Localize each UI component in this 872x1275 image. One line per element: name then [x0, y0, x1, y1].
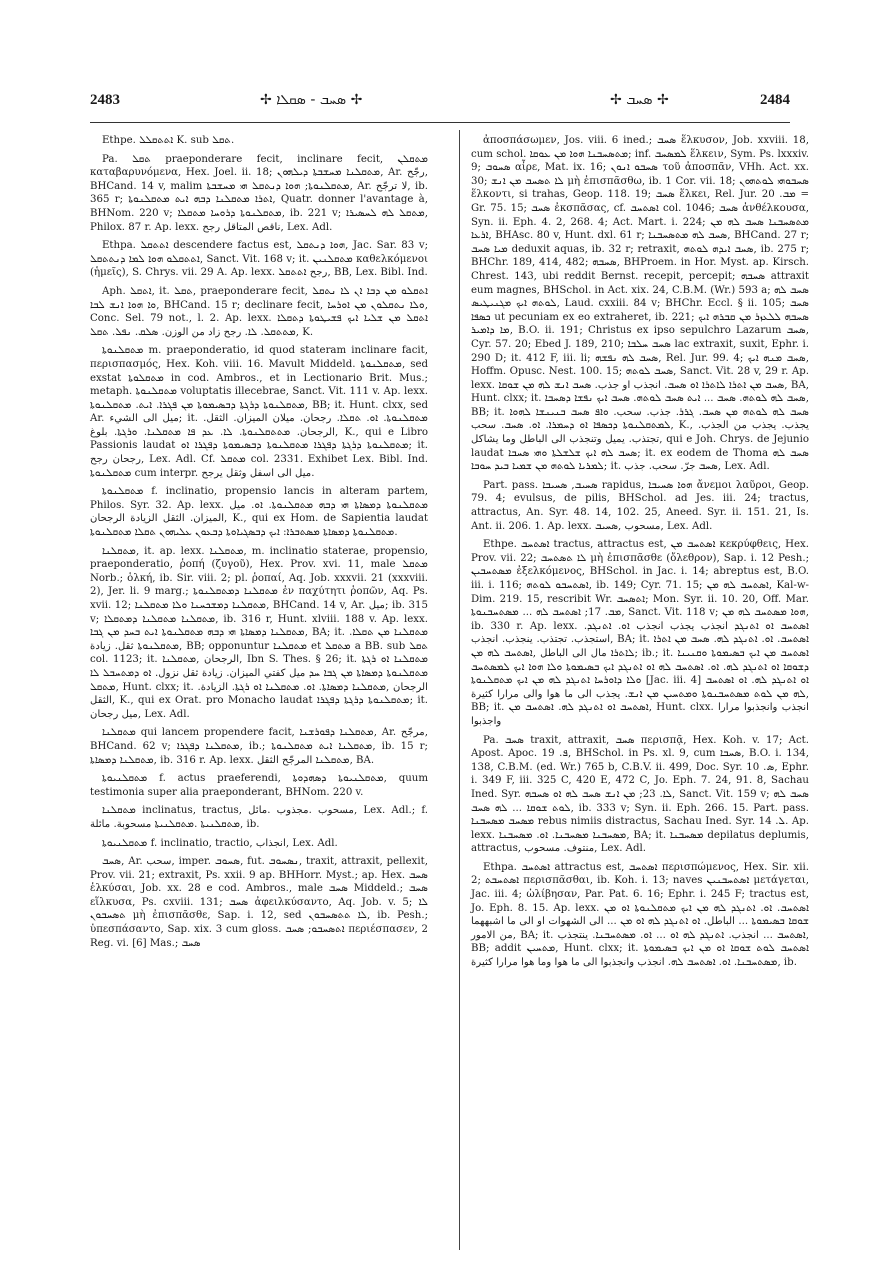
entry-paragraph: ܡܬܩܠܢܐ, it. ap. lexx. ܡܬܩܠܢܐ, m. inclinatio staterae, propensio, praeponderatio, ῥοπή (ζυγοῦ), Hex. Prov. xvi. 11, male ܡܬܩܠ Norb.; ὁλκή, ib. Sir. viii. 2; pl. ῥοπαί, Aq. Job. xxxvii. 21 (xxxviii. 2), Jer. li. 9 marg.; ܡܬܩܠܢܐ ܕܡܬܩܠܢܘܬܐ ἐν παχύτητι ῥοπῶν, Aq. Ps. xvii. 12; ܡܬܩܠܢܐ ܕܡܫܟܚܢܐ ܘܠܐ ܡܬܩܠܢܐ, BHCand. 14 v, Ar. ميل; ib. 315 v; ܡܬܩܠܢܐ ܡܬܩܠܢܐ ܕܡܬܩܠܐ, ib. 316 r, Hunt. xlviii. 188 v. Ap. lexx. ܡܬܩܠܢܐ ܕܡܣܐܬܐ ܗܝ ܕܒܗ ܡܬܩܠܢܘܬܐ ܐܝܬ ܒܚܕ ܡܢ ܓܒܐ, BA; it. ܡܬܩܠܢܐ ܡܢ ܬܩܠܐ. ܡܬܩܠܢܘܬܐ ثقل. زيادة, BB; opponuntur ܡܬܩܠܢܐ et ܡܬܩܠ a BB. sub ܬܩܠ col. 1123; it. الرجحان ,ܡܬܩܠܢܐ, Ibn S. Thes. § 26; it. ܡܬܩܠܢܐ ܐܘ ܪܓܬܐ ܡܬܩܠܢܘܬܐ ܕܡܣܐܬܐ ܡܢ ܓܒܐ ܚܕ ميل كفتي الميزان. زيادة ثقل نزول. ܐܘ ܕܡܬܚܒܠ ܠܐ ܡܬܩܠ, Hunt. clxx; it. الرجحان ,ܡܬܩܠܢܐ ܕܡܣܐܬܐ. ܐܘ. ܡܬܩܠܢܐ ܐܘ ܪܓܬܐ. الزيادة. الثقل, K., qui ex Orat. pro Monacho laudat ܡܬܩܠܢܘܬܐ ܕܪܓܬܐ ܕܦܓܪܐ; it. ميل رجحان, Lex. Adl. — [90, 545, 428, 720]
entry-paragraph: Pa. ܣܚܒ traxit, attraxit, ܣܚܒ περισπᾷ, Hex. Koh. v. 17; Act. Apost. Apoc. ܦ. 19, BHSchol. in Ps. xl. 9, cum ܣܚܒܐ, B.O. i. 134, 138, C.B.M. (ed. Wr.) 765 b, C.B.V. ii. 499, Doc. Syr. ܣ. 10, Ephr. i. 349 F, iii. 325 C, 420 E, 472 C, Jo. Eph. 7. 24, 91. 8, Sachau Ined. Syr. ܠܐ. 23; ܡܢ ܐܢܫ ܣܚܒ ܠܗ ܐܘ ܣܚܒܗ, Sanct. Vit. 159 v; ܣܚܒ ܠܗ ܠܘܬ ܫܘܩܐ ... ܠܗ ܣܚܒ, ib. 333 v; Syn. ii. Eph. 266. 15. Part. pass. ܡܣܚܒ ܡܣܚܒܢܐ rebus nimiis distractus, Sachau Ined. Syr. ܠ. 14. Ap. lexx. ܡܣܚܒܢܐ ܡܣܚܒܢܐ. ܐܘ. ܡܣܚܒܢܐ, BA; it. ܡܣܚܒܢܐ depilatus deplumis, attractus, منتوف. مسحوب, Lex. Adl. — [471, 734, 810, 855]
entry-paragraph: ἀποσπάσωμεν, Jos. viii. 6 ined.; ܣܚܒ ἕλκυσον, Job. xxviii. 18, cum schol. ܡܬܣܚܒܢܐ ܗܘܐ ܡܢ ܥܘܩܐ; inf. ܠܡܣܚܒ ἕλκειν, Sym. Ps. lxxxiv. 9; ܣܚܘܒ αἶρε, Mat. ix. 16; ܣܚܒܘ ܐܢܘܢ τοῦ ἀποσπᾶν, VHh. Act. xx. 30; ܠܐ ܬܣܚܒ ܡܢ ܐܢܫ μὴ ἐπισπᾶσθω, ib. 1 Cor. vii. 18; ܣܚܒܘܗܝ ܠܘܬܗܘܢ ἕλκοντι, si trahas, Geop. 118. 19; ܣܚܒ ἕλκει, Rel. Jur. ܡܒ. 20 = Gr. 75. 15; ܣܚܒ ἐκσπᾶσας, cf. ܐܣܬܚܒ col. 1046; ܣܚܒ ἀνθέλκουσα, Syn. ii. Eph. 4. 2, 268. 4; Act. Mart. i. 224; ܡܬܣܚܒܢܐ ܣܚܒ ܠܗ ܡܢ ܐܪܥܐ, BHAsc. 80 v, Hunt. dxl. 61 r; ܣܚܒ ܠܗ ܡܬܣܚܒܢܐ, BHCand. 27 r; ܡܝܐ ܣܚܒ deduxit aquas, ib. 32 r; retraxit, ܣܚܒ ܐܝܕܗ ܠܘܬܗ, ib. 275 r; BHChr. 189, 414, 482; ܣܚܒܗ, BHProem. in Hor. Myst. ap. Kirsch. Chrest. 143, ubi reddit Bernst. recepit, percepit; ܣܚܒܗ attraxit eum magnes, BHSchol. in Act. xix. 24, C.B.M. (Wr.) 593 a; ܣܚܒ ܠܗ ܠܘܬܗ ܐܝܟ ܡܓܢܝܛܝܣ, Laud. cxxiii. 84 v; BHChr. Eccl. § ii. 105; ܣܚܒ ܟܣܦܐ ut pecuniam ex eo extraheret, ib. 221; ܣܚܒܗ ܠܠܥܙܪ ܡܢ ܩܒܪܗ ܐܝܟ ܡܐ ܕܐܡܝܪ, B.O. ii. 191; Christus ex ipso sepulchro Lazarum ܣܚܒ, Cyr. 57. 20; Ebed J. 189, 210; ܣܚܒ ܚܠܒܐ lac extraxit, suxit, Ephr. i. 290 D; it. 412 F, iii. li; ܣܚܒ ܠܗ ܢܦܫܗ, Rel. Jur. 99. 4; ܣܚܒ ܡܢܗ ܐܝܟ, Hoffm. Opusc. Nest. 100. 15; ܣܚܒ ܠܘܬܗ, Sanct. Vit. 28 v, 29 r. Ap. lexx. ܣܚܒ ܡܢ ܐܬܪܐ ܠܐܬܪܐ ܐܘ ܣܚܒ. انجذب او جذب. ܣܚܒ ܐܢܫ ܠܗ ܡܢ ܫܘܩܐ, BA, Hunt. clxx; it. ܣܚܒ ܠܗ ܠܘܬܗ. ܣܚܒ ... ܐܝܬ ܣܚܒ ܠܘܬܗ. ܣܚܒ ܐܝܟ ܢܦܫܐ ܕܣܚܒܐ, BB; it. ܣܚܒ ܠܗ ܠܘܬܗ ܡܢ ܣܚܒ. ܓܪܪ. جذب. سحب. ܘܐܦ ܣܚܒ ܒܢܝܢܫܐ ܠܗܘܐ ܠܡܬܩܠܢܘܬܐ ܕܟܣܦܐ ܐܘ ܕܚܡܪܐ. ܐܘ. ܣܚܒ. سحب, K., يجذب. يجذب من الجذب. تجتذب. يميل وتنجذب الى الباطل وما يشاكل, qui e Joh. Chrys. de Jejunio laudat ܣܚܒ ܠܗ ܐܝܟ ܫܠܫܠܬܐ ܘܗܝ ܣܚܒܐ; it. ex eodem de Thoma ܣܚܒ ܠܗ ܠܡܪܝܐ ܠܘܬܗ ܡܢ ܫܡܝܐ ܒܝܕ ܚܘܒܐ; it. ܣܚܒ جرّ. سحب. جذب, Lex. Adl. — [471, 135, 810, 473]
entry-paragraph: Ethpa. ܐܬܬܩܠ descendere factus est, ܗܘܐ ܕܢܬܩܠ, Jac. Sar. 83 v; ܐܬܬܩܠܘ ܗܘܐ ܠܡܐ ܕܢܬܬܩܠ, Sanct. Vit. 168 v; it. ܡܬܩܠܢܝܢ καθελκόμενοι (ἡμεῖς), S. Chrys. vii. 29 A. Ap. lexx. رجح ܐܬܬܩܠ, BB, Lex. Bibl. Ind. — [90, 240, 429, 279]
entry-paragraph: ܡܬܩܠܢܝܘܬܐ f. actus praeferendi, ܡܬܩܠܢܝܘܬܐ ܕܣܗܕܘܬܐ, quum testimonia super alia praeponderant, BHNom. 220 v. — [90, 773, 429, 798]
entry-paragraph: ܡܬܩܠܢܘܬܐ m. praeponderatio, id quod stateram inclinare facit, περισπασμός, Hex. Koh. viii. 16. Mavult Middeld. ܡܬܩܠܢܘܬܐ, sed exstat ܡܬܩܠܘܬܐ in cod. Ambros., et in Lectionario Brit. Mus.; metaph. ܡܬܩܠܢܘܬܐ voluptatis illecebrae, Sanct. Vit. 111 v. Ap. lexx. ܡܬܩܠܢܘܬܐ ܕܪܓܬܐ ܕܒܣܝܡܘܬܐ ܡܢ ܦܓܪܐ. ܐܝܬ. ܡܬܩܠܢܘܬܐ, BB; it. Hunt. clxx, sed Ar. ميل الى الشيء; it. ܡܬܩܠܢܘܬܐ. ܐܘ. ܬܩܠܐ. رجحان. ميلان الميزان. الثقل. الرجحان. ܡܬܬܩܠܢܘܬܐ. ܠܐ. ܥܕ ܦܐ ܡܬܩܠܢܐ. ܘܪܓܬܐ. بلوغ, K., qui e Libro Passionis laudat ܡܬܩܠܢܘܬܐ ܕܪܓܬܐ ܕܦܓܪܐ ܡܬܩܠܢܘܬܐ ܕܒܣܝܡܘܬܐ ܕܦܓܪܐ ܐܘ; it. رجحان رجح, Lex. Adl. Cf. ܡܬܩܠ col. 2331. Exhibet Lex. Bibl. Ind. ܡܬܩܠܢܘܬܐ cum interpr. ميل الى اسفل وثقل يرجح. — [90, 345, 429, 479]
entry-paragraph: Pa. ܬܩܠ praeponderare fecit, inclinare fecit, ܡܬܩܠܢ καταβαρυνόμενα, Hex. Joel. ii. 18; ܡܬܩܠܢܐ ܡܚܫܒܬܐ ܕܝܠܗܘܢ, Ar. رجّح, BHCand. 14 v, malim ܡܬܩܠܢܘܬܐ; ܗܘܐ ܕܢܬܩܠ ܗܝ ܡܚܫܒܬܐ, Ar. لا ترجّح, ib. 365 r; ܐܬܪܐ ܡܬܩܠܢܐ ܕܒܗ ܐܝܬ ܡܬܩܠܢܘܬܐ, Quatr. donner l'avantage à, BHNom. 220 v; ܡܬܩܠܢܘܬܐ ܕܪܘܚܐ ܡܬܩܠܐ, ib. 221 v; ܡܬܩܠ ܠܗ ܠܚܣܝܪܐ, Philox. 87 r. Ap. lexx. ناقص المتاقل رجح, Lex. Adl. — [90, 153, 429, 233]
entry-paragraph: Ethpe. ܐܬܬܩܠܠ K. sub ܬܩܠ. — [102, 135, 235, 146]
entry-paragraph: ܡܬܩܠܢܝܘܬܐ f. inclinatio, tractio, انجذاب, Lex. Adl. — [102, 837, 338, 849]
running-head-left: ✢ ܣܚܒ - ܣܩܠܐ ✢ — [260, 92, 363, 108]
header-rule — [90, 122, 790, 123]
running-header — [90, 92, 790, 118]
page-number-right: 2484 — [760, 92, 790, 108]
entry-paragraph: ܣܚܒ, Ar. سحب, imper. ܣܚܘܒ, fut. ܢܣܚܘܒ, traxit, attraxit, pellexit, Prov. vii. 21; extraxit, Ps. xxii. 9 ap. BHHorr. Myst.; ap. Hex. ܣܚܒ ἑλκύσαι, Job. xx. 28 e cod. Ambros., male ܣܚܒ Middeld.; ܣܚܒ εἵλκυσα, Ps. cxviii. 131; ܣܚܒ ἀφειλκύσαντο, Aq. Job. v. 5; ܠܐ ܬܣܚܒܘܢ μὴ ἐπισπᾶσθε, Sap. i. 12, sed ܠܐ ܬܬܣܚܒܘܢ, ib. Pesh.; ὑπεσπάσαντο, Sap. xix. 3 cum gloss. ܐܬܣܚܒܘ; ܣܚܒ περιέσπασεν, 2 Reg. vi. [6] Mas.; ܣܚܒ — [90, 856, 428, 949]
entry-paragraph: Aph. ܐܬܩܠ, it. ܬܩܠ, praeponderare fecit, ܐܬܩܠܘ ܡܢ ܕܒܐ ܐܢ ܠܐ ܢܬܩܠ ܘܐ ܗܘܐ ܐܢܫ ܠܒܐ, BHCand. 15 r; declinare fecit, ܘܠܐ ܢܬܩܠܘܢ ܡܢ ܐܘܪܚܐ, Conc. Sel. 79 not., l. 2. Ap. lexx. ܐܬܩܠ ܡܢ ܫܠܝܐ ܐܝܟ ܦܫܝܛܘܬܐ ܕܬܩܠܐ ܡܬܬܩܠ. ܠܐ. رجح زاد من الوزن. ܣܠܩ. ܢܦܠ. ܬܩܠ, K. — [90, 285, 429, 338]
entry-paragraph: Ethpa. ܐܣܬܚܒ attractus est, ܐܣܬܚܒ περισπώμενος, Hex. Sir. xii. 2; ܐܣܬܚܒܬ περισπᾶσθαι, ib. Koh. i. 13; naves ܐܣܬܚܒܢܝܢ μετάγεται, Jac. iii. 4; ὠλίβησαν, Par. Pat. 6. 16; Ephr. i. 245 F; tractus est, Jo. Eph. 8. 15. Ap. lexx. ܐܣܬܚܒ. ܐܘ. ܐܬܢܓܕ ܠܗ ܡܢ ܐܝܟ ܡܬܩܠܢܘܬܐ ܐܘ ܡܢ ܫܘܩܐ ܒܣܝܡܘܬܐ ... الباطل. ܐܘ ܐܬܢܓܕ ܠܗ ܐܘ ܡܢ ... الى الشهوات او الى ما اشبههما من الامور, BA; it. ܐܣܬܚܒ ... انجذب. ܐܬܢܓܕ ܠܗ ܐܘ ... ܐܘ. ܡܣܬܚܒܢܐ. ينتجذب, BB; addit ܡܬܚܝܢ, Hunt. clxx; it. ܐܣܬܚܒ ܠܘܬ ܫܘܩܐ ܐܘ ܡܢ ܐܝܟ ܒܣܝܡܘܬܐ ܡܣܬܚܒܢܐ. ܐܘ. ܐܣܬܚܒ ܠܗ. انجذب وانجذبوا الى ما هوا وما هوا مرارا كثيرة, ib. — [471, 861, 809, 969]
entry-paragraph: ܡܬܩܠܢܘܬܐ f. inclinatio, propensio lancis in alteram partem, Philos. Syr. 32. Ap. lexx. ܡܬܩܠܢܘܬܐ ܕܡܣܐܬܐ ܗܝ ܕܒܗ ܡܬܩܠܢܘܬܐ. ܐܘ. ميل الميزان. الثقل الزيادة الرجحان, K., qui ex Hom. de Sapientia laudat ܡܬܩܠܢܘܬܐ ܕܡܣܐܬܐ ܡܣܬܒܪܐ: ܐܝܟ ܕܒܣܓܝܐܘܬܐ ܕܒܥܘܢ ܥܠܝܗܘܢ ܬܩܠܐ ܡܬܩܠܢܘܬܐ. — [90, 486, 428, 539]
entry-paragraph: Part. pass. ܣܚܝܒ, ܣܚܝܒܐ rapidus, ܗܘܐ ܣܚܝܒܐ ἄνεμοι λαῦροι, Geop. 79. 4; evulsus, de pilis, BHSchol. ad Jes. iii. 24; tractus, attractus, An. Syr. 48. 14, 102. 25, Aneed. Syr. ii. 151. 21, Is. Ant. ii. 206. 1. Ap. lexx. مسحوب ,ܣܚܝܒ, Lex. Adl. — [471, 479, 809, 532]
entry-paragraph: ܡܬܩܠܢܐ inclinatus, tractus, مسحوب .مجذوب .مائل, Lex. Adl.; f. ܡܬܩܠܢܝܬܐ .ܡܬܩܠܢܝܬܐ مسحوبة. مائلة, ib. — [90, 805, 428, 830]
column-divider — [459, 130, 460, 1250]
right-column — [471, 134, 809, 975]
running-head-right: ✢ ܣܚܒ ✢ — [610, 92, 669, 108]
page-number-left: 2483 — [90, 92, 120, 108]
entry-paragraph: ܡܬܩܠܢܐ qui lancem propendere facit, ܡܬܩܠܢܐ ܕܦܘܪܫܢܐ, Ar. مرجّح, BHCand. 62 v; ܡܬܩܠܢܐ ܕܦܓܪܐ, ib.; ܡܬܩܠܢܐ ܐܝܬ ܡܬܩܠܢܘܬܐ, ib. 15 r; ܡܬܩܠܢܐ ܕܡܣܐܬܐ, ib. 316 r. Ap. lexx. ܡܬܩܠܢܐ المرجّح الثقل, BA. — [90, 727, 429, 766]
left-column — [90, 134, 428, 955]
entry-paragraph: Ethpe. ܐܣܬܚܒ tractus, attractus est, ܐܣܬܚܒ ܡܢ κεκρύφθεις, Hex. Prov. vii. 22; ܠܐ ܬܣܬܚܒ μὴ ἐπισπᾶσθε (ὄλεθρον), Sap. i. 12 Pesh.; ܡܣܬܚܒܝܢ ἐξελκόμενος, BHSchol. in Jac. i. 14; abreptus est, B.O. iii. i. 116; ܐܣܬܚܒܘ ܠܘܬܗ, ib. 149; Cyr. 71. 15; ܐܣܬܚܒ ܠܗ ܡܢ, Kal-w-Dim. 219. 15, rescribit Wr. ܐܬܣܚܒ; Mon. Syr. ii. 10. 20, Off. Mar. ܡܒ. 17; ܐܣܬܚܒ ܠܗ ... ܡܣܬܚܒܢܘܬܐ, Sanct. Vit. 118 v; ܗܘܐ ܡܣܬܚܒ ܠܗ ܡܢ, ib. 330 r. Ap. lexx. ܐܣܬܚܒ ܐܘ ܐܬܢܓܕ انجذب يجذب انجذب ܐܘ. ܐܬܢܓܕ. استجذب. تجتذب. ينجذب. انجذب, BA; it. ܐܣܬܚܒ. ܐܘ. ܐܬܢܓܕ ܠܗ. ܣܚܒ ܡܢ ܐܬܪܐ ܠܐܬܪܐ مال الى الباطل ,ܐܣܬܚܒ ܠܗ ܡܢ; ib.; it. ܐܣܬܚܒ ܡܢ ܐܝܟ ܒܣܝܡܘܬܐ ܘܩܢܝܢܐ ܕܫܘܩܐ ܐܘ ܐܬܢܓܕ ܠܗ. ܐܘ. ܐܣܬܚܒ ܠܗ ܐܘ ܐܬܢܓܕ ܐܝܟ ܒܣܝܡܘܬܐ ܘܠܐ ܗܘܐ ܐܝܟ ܠܡܣܬܚܒ ܘܠܐ ܕܐܘܪܚܐ ܐܬܢܓܕ ܠܗ ܡܢ ܐܝܟ ܡܬܩܠܢܘܬܐ [Jac. iii. 4] ܐܘ ܐܬܢܓܕ ܠܗ. ܐܘ ܐܣܬܚܒ ܠܗ ܡܢ ܠܘܬ ܡܣܬܚܒܢܘܬܐ ܘܡܬܚܝܢ ܡܢ ܐܢܫ. يجذب الى ما هوا والى مرارا كثيرة, BB; it. ܐܣܬܚܒ ܐܘ ܐܬܢܓܕ ܠܗ. ܐܣܬܚܒ ܡܢ, Hunt. clxx. انجذب وانجذبوا مرارا واجذبوا — [471, 539, 810, 727]
